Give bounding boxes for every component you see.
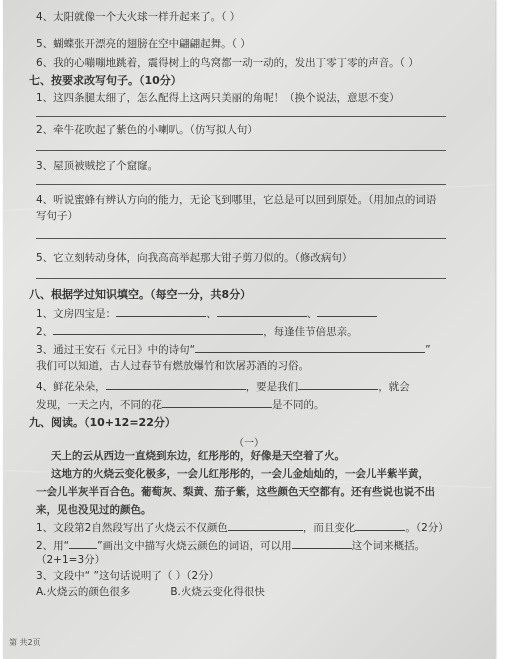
- section-8-item-4-cont: [36, 397, 325, 412]
- section-9-heading: 九、阅读。（10+12=22分）: [29, 416, 176, 429]
- section-8-heading: 八、根据学过知识填空。（每空一分，共8分）: [29, 288, 252, 301]
- item-text: 发现，一天之内，不同的花: [36, 399, 162, 411]
- item-text: 。（2分）: [405, 522, 449, 534]
- option-b[interactable]: B.火烧云变化得很快: [170, 586, 265, 598]
- section-8-item-1: 1、文房四宝是： 、 、: [36, 306, 377, 321]
- item-text: 1、文房四宝是：: [36, 308, 117, 320]
- fill-blank[interactable]: [298, 379, 378, 390]
- reading-question-2-points: （2+1=3分）: [36, 554, 106, 566]
- section-8-item-2: 2、 ，每逢佳节倍思亲。: [36, 326, 358, 338]
- fill-blank[interactable]: [53, 324, 263, 335]
- reading-question-3-options: [36, 586, 265, 599]
- section-8-item-4: [36, 379, 410, 394]
- fill-blank[interactable]: [69, 538, 97, 549]
- question-5: 5、蝴蝶张开漂亮的翅膀在空中翩翩起舞。（ ）: [36, 38, 251, 50]
- answer-line[interactable]: [36, 238, 446, 239]
- fill-blank[interactable]: [355, 520, 405, 531]
- item-text: 是不同的。: [272, 399, 325, 411]
- reading-question-2: [36, 538, 425, 553]
- item-text: 2、用“: [36, 540, 70, 552]
- section-7-item-2: 2、牵牛花吹起了紫色的小喇叭。（仿写拟人句）: [36, 124, 258, 136]
- fill-blank[interactable]: [162, 397, 272, 408]
- item-text: 3、通过王安石《元日》中的诗句“: [36, 344, 196, 356]
- section-8-item-3-cont: 我们可以知道，古人过春节有燃放爆竹和饮屠苏酒的习俗。: [36, 360, 309, 372]
- passage-paragraph-2: 这地方的火烧云变化极多，一会儿红彤彤的，一会儿金灿灿的，一会儿半紫半黄，: [51, 468, 429, 480]
- passage-paragraph-1: 天上的云从西边一直烧到东边，红彤彤的，好像是天空着了火。: [51, 450, 345, 462]
- fill-blank[interactable]: [292, 538, 352, 549]
- option-a[interactable]: A.火烧云的颜色很多: [36, 586, 131, 598]
- passage-paragraph-2-line-2: 一会儿半灰半百合色。葡萄灰、梨黄、茄子紫，这些颜色天空都有。还有些说也说不出: [36, 486, 435, 498]
- item-text: ”画出文中描写火烧云颜色的词语，可以用: [97, 540, 292, 552]
- item-text: ，每逢佳节倍思亲。: [263, 326, 358, 338]
- fill-blank[interactable]: [116, 306, 206, 317]
- item-text: ，要是我们: [245, 381, 299, 393]
- item-text: 这个词来概括。: [351, 540, 426, 552]
- section-7-heading: 七、按要求改写句子。（10分）: [29, 74, 182, 87]
- section-7-item-5: 5、它立刻转动身体，向我高高举起那大钳子剪刀似的。（修改病句）: [36, 252, 353, 264]
- item-text: 4、鲜花朵朵，: [36, 381, 106, 393]
- answer-line[interactable]: [36, 116, 446, 117]
- section-7-item-1: 1、这四条腿太细了，怎么配得上这两只美丽的角呢！（换个说法，意思不变）: [36, 92, 400, 104]
- fill-blank[interactable]: [228, 520, 303, 531]
- section-7-item-4: 4、听说蜜蜂有辨认方向的能力，无论飞到哪里，它总是可以回到原处。（用加点的词语: [36, 194, 437, 206]
- fill-blank[interactable]: [195, 342, 425, 353]
- passage-paragraph-2-line-3: 来，见也没见过的颜色。: [36, 504, 152, 516]
- section-7-item-3: 3、屋顶被贼挖了个窟窿。: [36, 160, 159, 172]
- reading-question-3: 3、文段中“ ”这句话说明了（ ）（2分）: [36, 570, 220, 582]
- question-4: 4、太阳就像一个大火球一样升起来了。（ ）: [36, 11, 241, 23]
- item-text: ，而且变化: [302, 522, 356, 534]
- question-6: 6、我的心嘣嘣地跳着，震得树上的鸟窝都一动一动的，发出丁零丁零的声音。（ ）: [36, 57, 419, 69]
- page-footer: 第 共2页: [9, 638, 41, 647]
- section-7-item-4-cont: 写句子）: [36, 210, 78, 222]
- fill-blank[interactable]: [317, 306, 377, 317]
- answer-line[interactable]: [36, 278, 446, 279]
- answer-line[interactable]: [36, 150, 446, 151]
- answer-line[interactable]: [36, 184, 446, 185]
- exam-paper: [3, 0, 495, 659]
- reading-question-1: [36, 520, 449, 535]
- reading-part-title: （一）: [234, 438, 264, 449]
- fill-blank[interactable]: [217, 306, 307, 317]
- item-text: 1、文段第2自然段写出了火烧云不仅颜色: [36, 522, 228, 534]
- section-8-item-3: 3、通过王安石《元日》中的诗句“ ”: [36, 344, 431, 356]
- fill-blank[interactable]: [106, 379, 246, 390]
- item-text: ，就会: [378, 381, 410, 393]
